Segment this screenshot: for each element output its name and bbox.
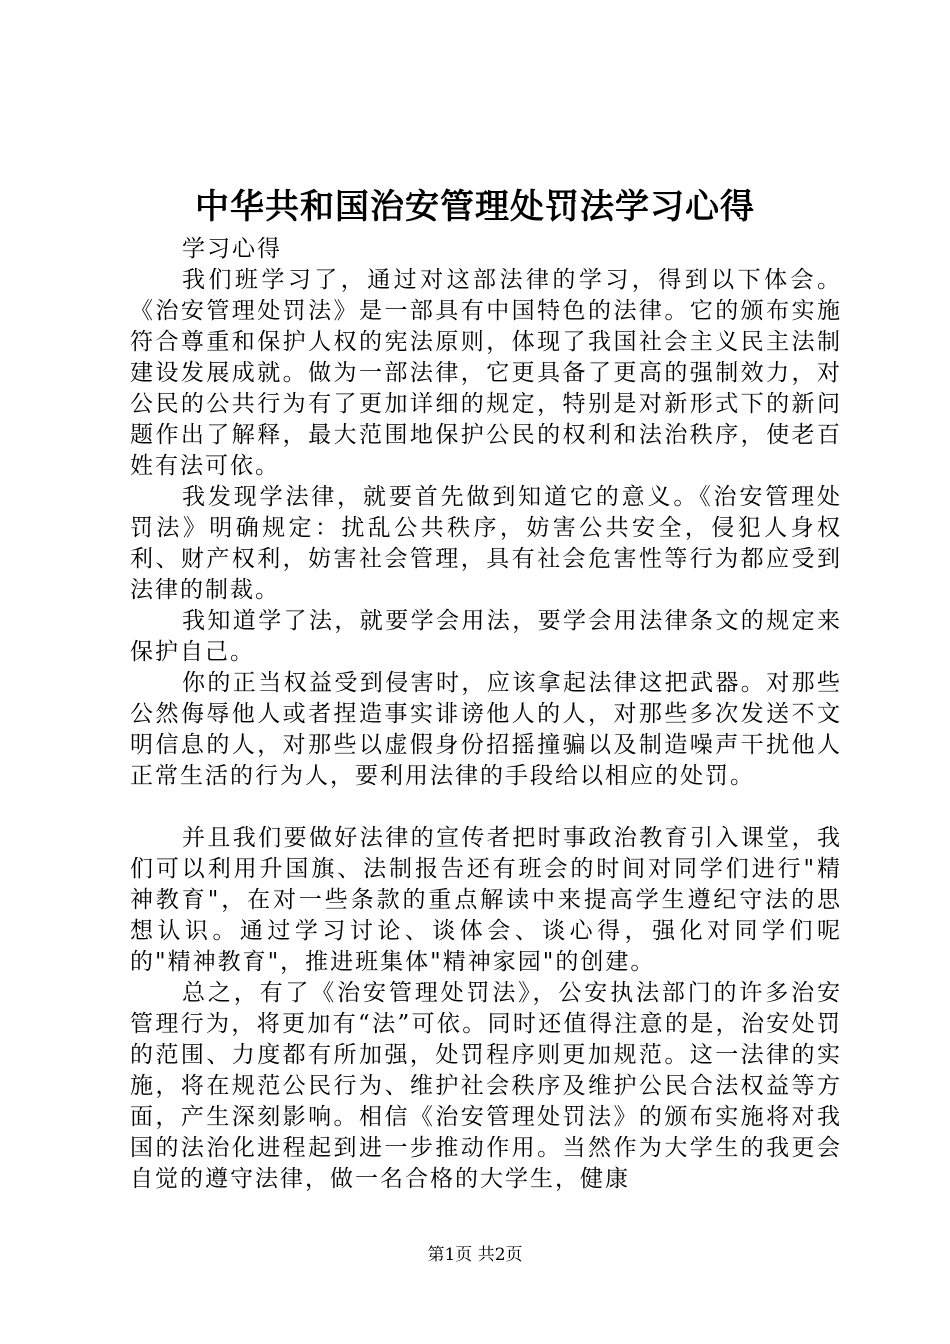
paragraph: 我知道学了法，就要学会用法，要学会用法律条文的规定来保护自己。 xyxy=(130,608,842,665)
document-body xyxy=(130,234,842,1195)
paragraph: 我发现学法律，就要首先做到知道它的意义。《治安管理处罚法》明确规定：扰乱公共秩序，妨害公共安全，侵犯人身权利、财产权利，妨害社会管理，具有社会危害性等行为都应受到法律的制裁。 xyxy=(130,484,842,603)
paragraph: 我们班学习了，通过对这部法律的学习，得到以下体会。《治安管理处罚法》是一部具有中国特色的法律。它的颁布实施符合尊重和保护人权的宪法原则，体现了我国社会主义民主法制建设发展成就。做为一部法律，它更具备了更高的强制效力，对公民的公共行为有了更加详细的规定，特别是对新形式下的新问题作出了解释，最大范围地保护公民的权利和法治秩序，使老百姓有法可依。 xyxy=(130,267,842,479)
paragraph: 并且我们要做好法律的宣传者把时事政治教育引入课堂，我们可以利用升国旗、法制报告还有班会的时间对同学们进行"精神教育"，在对一些条款的重点解读中来提高学生遵纪守法的思想认识。通过学习讨论、谈体会、谈心得，强化对同学们呢的"精神教育"，推进班集体"精神家园"的创建。 xyxy=(130,825,842,975)
paragraph: 总之，有了《治安管理处罚法》，公安执法部门的许多治安管理行为，将更加有“法”可依。同时还值得注意的是，治安处罚的范围、力度都有所加强，处罚程序则更加规范。这一法律的实施，将在规范公民行为、维护社会秩序及维护公民合法权益等方面，产生深刻影响。相信《治安管理处罚法》的颁布实施将对我国的法治化进程起到进一步推动作用。当然作为大学生的我更会自觉的遵守法律，做一名合格的大学生，健康 xyxy=(130,980,842,1192)
paragraph: 你的正当权益受到侵害时，应该拿起法律这把武器。对那些公然侮辱他人或者捏造事实诽谤他人的人，对那些多次发送不文明信息的人，对那些以虚假身份招摇撞骗以及制造噪声干扰他人正常生活的行为人，要利用法律的手段给以相应的处罚。 xyxy=(130,670,842,789)
paragraph-heading: 学习心得 xyxy=(182,236,282,262)
page-number-footer: 第1页 共2页 xyxy=(427,1245,523,1265)
document-title: 中华共和国治安管理处罚法学习心得 xyxy=(195,187,755,227)
